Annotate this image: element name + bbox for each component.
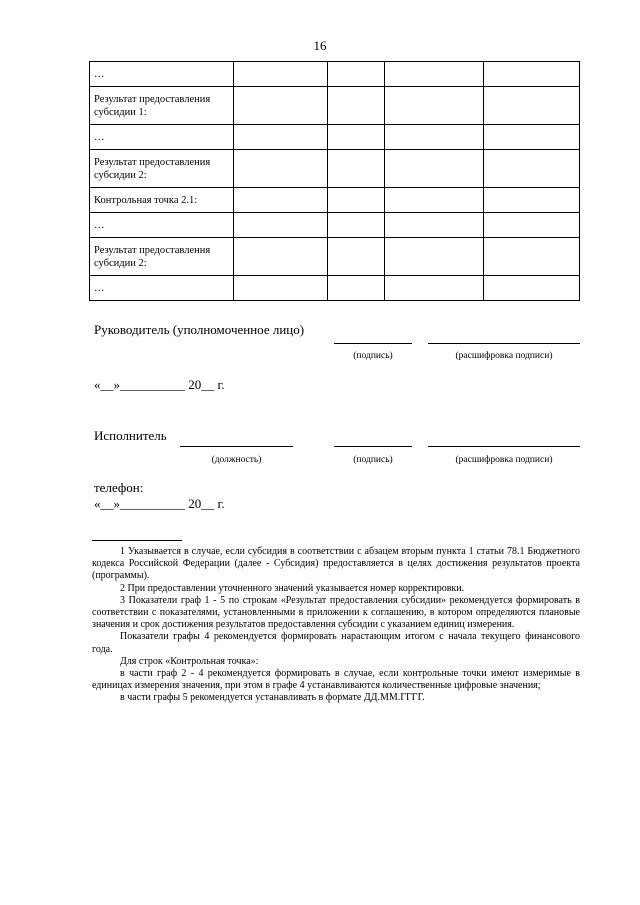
manager-title: Руководитель (уполномоченное лицо) — [94, 322, 305, 337]
footnote-separator — [92, 540, 182, 541]
executor-position-line[interactable] — [180, 446, 293, 447]
table-cell-col4[interactable] — [385, 150, 484, 188]
results-table — [89, 61, 580, 301]
table-cell-col5[interactable] — [484, 238, 580, 276]
table-cell-col3[interactable] — [328, 125, 385, 150]
table-cell-col4[interactable] — [385, 238, 484, 276]
row-label: Результат предоставления субсидии 2: — [90, 150, 234, 188]
row-label: Результат предоставлення субсидии 2: — [90, 238, 234, 276]
manager-decoding-line[interactable] — [428, 343, 580, 344]
row-label: … — [90, 213, 234, 238]
row-label: Результат предоставления субсидии 1: — [90, 87, 234, 125]
executor-decoding-caption: (расшифровка подписи) — [455, 455, 553, 465]
table-cell-col5[interactable] — [484, 188, 580, 213]
table-cell-col4[interactable] — [385, 276, 484, 301]
table-row — [90, 125, 580, 150]
table-cell-col5[interactable] — [484, 276, 580, 301]
table-row — [90, 188, 580, 213]
footnote-1: 1 Указывается в случае, если субсидия в соответствии с абзацем вторым пункта 1 статьи 78.1 Бюджетного кодекса Российской Федерации (далее - Субсидия) предоставляется в целях достижения результатов проекта (программы). — [92, 546, 580, 582]
executor-decoding-line[interactable] — [428, 446, 580, 447]
manager-signature-line[interactable] — [334, 343, 412, 344]
table-cell-col2[interactable] — [234, 213, 328, 238]
manager-date: «__»__________ 20__ г. — [94, 377, 225, 392]
table-cell-col3[interactable] — [328, 188, 385, 213]
table-cell-col2[interactable] — [234, 125, 328, 150]
table-row — [90, 238, 580, 276]
executor-signature-line[interactable] — [334, 446, 412, 447]
table-cell-col3[interactable] — [328, 87, 385, 125]
manager-signature-caption: (подпись) — [353, 351, 393, 361]
table-row — [90, 213, 580, 238]
table-cell-col4[interactable] — [385, 87, 484, 125]
table-cell-col2[interactable] — [234, 62, 328, 87]
table-cell-col5[interactable] — [484, 213, 580, 238]
table-cell-col4[interactable] — [385, 213, 484, 238]
table-cell-col2[interactable] — [234, 188, 328, 213]
executor-title: Исполнитель — [94, 428, 167, 443]
row-label: Контрольная точка 2.1: — [90, 188, 234, 213]
footnote-3-cumulative: Показатели графы 4 рекомендуется формировать нарастающим итогом с начала текущего финансового года. — [92, 631, 580, 655]
executor-date: «__»__________ 20__ г. — [94, 496, 225, 511]
table-cell-col5[interactable] — [484, 150, 580, 188]
page-number: 16 — [313, 38, 327, 53]
manager-decoding-caption: (расшифровка подписи) — [455, 351, 553, 361]
row-label: … — [90, 62, 234, 87]
table-cell-col3[interactable] — [328, 213, 385, 238]
table-cell-col3[interactable] — [328, 150, 385, 188]
table-row — [90, 276, 580, 301]
table-cell-col5[interactable] — [484, 87, 580, 125]
table-row — [90, 62, 580, 87]
table-cell-col2[interactable] — [234, 150, 328, 188]
footnote-3-columns-2-4: в части граф 2 - 4 рекомендуется формировать в случае, если контрольные точки имеют измеримые в единицах измерения значения, при этом в графе 4 устанавливаются количественные цифровые значения; — [92, 668, 580, 692]
executor-phone-label: телефон: — [94, 480, 144, 495]
table-row — [90, 87, 580, 125]
table-cell-col2[interactable] — [234, 238, 328, 276]
table-cell-col2[interactable] — [234, 87, 328, 125]
row-label: … — [90, 276, 234, 301]
footnote-3-checkpoints: Для строк «Контрольная точка»: — [120, 655, 259, 667]
row-label: … — [90, 125, 234, 150]
footnotes — [92, 546, 580, 705]
executor-position-caption: (должность) — [211, 455, 262, 465]
table-cell-col5[interactable] — [484, 125, 580, 150]
table-cell-col4[interactable] — [385, 188, 484, 213]
table-cell-col3[interactable] — [328, 276, 385, 301]
table-cell-col5[interactable] — [484, 62, 580, 87]
table-cell-col4[interactable] — [385, 62, 484, 87]
table-cell-col2[interactable] — [234, 276, 328, 301]
table-cell-col4[interactable] — [385, 125, 484, 150]
table-row — [90, 150, 580, 188]
table-cell-col3[interactable] — [328, 238, 385, 276]
executor-signature-caption: (подпись) — [353, 455, 393, 465]
table-cell-col3[interactable] — [328, 62, 385, 87]
footnote-3-column-5: в части графы 5 рекомендуется устанавливать в формате ДД.ММ.ГГГГ. — [120, 692, 425, 704]
footnote-2: 2 При предоставлении уточненного значений указывается номер корректировки. — [120, 582, 465, 594]
footnote-3: 3 Показатели граф 1 - 5 по строкам «Результат предоставления субсидии» рекомендуется формировать в соответствии с показателями, установленными в приложении к соглашению, в котором определяются плановые значения и срок достижения результатов предоставлення субсидии с указанием единиц измерения. — [92, 594, 580, 631]
